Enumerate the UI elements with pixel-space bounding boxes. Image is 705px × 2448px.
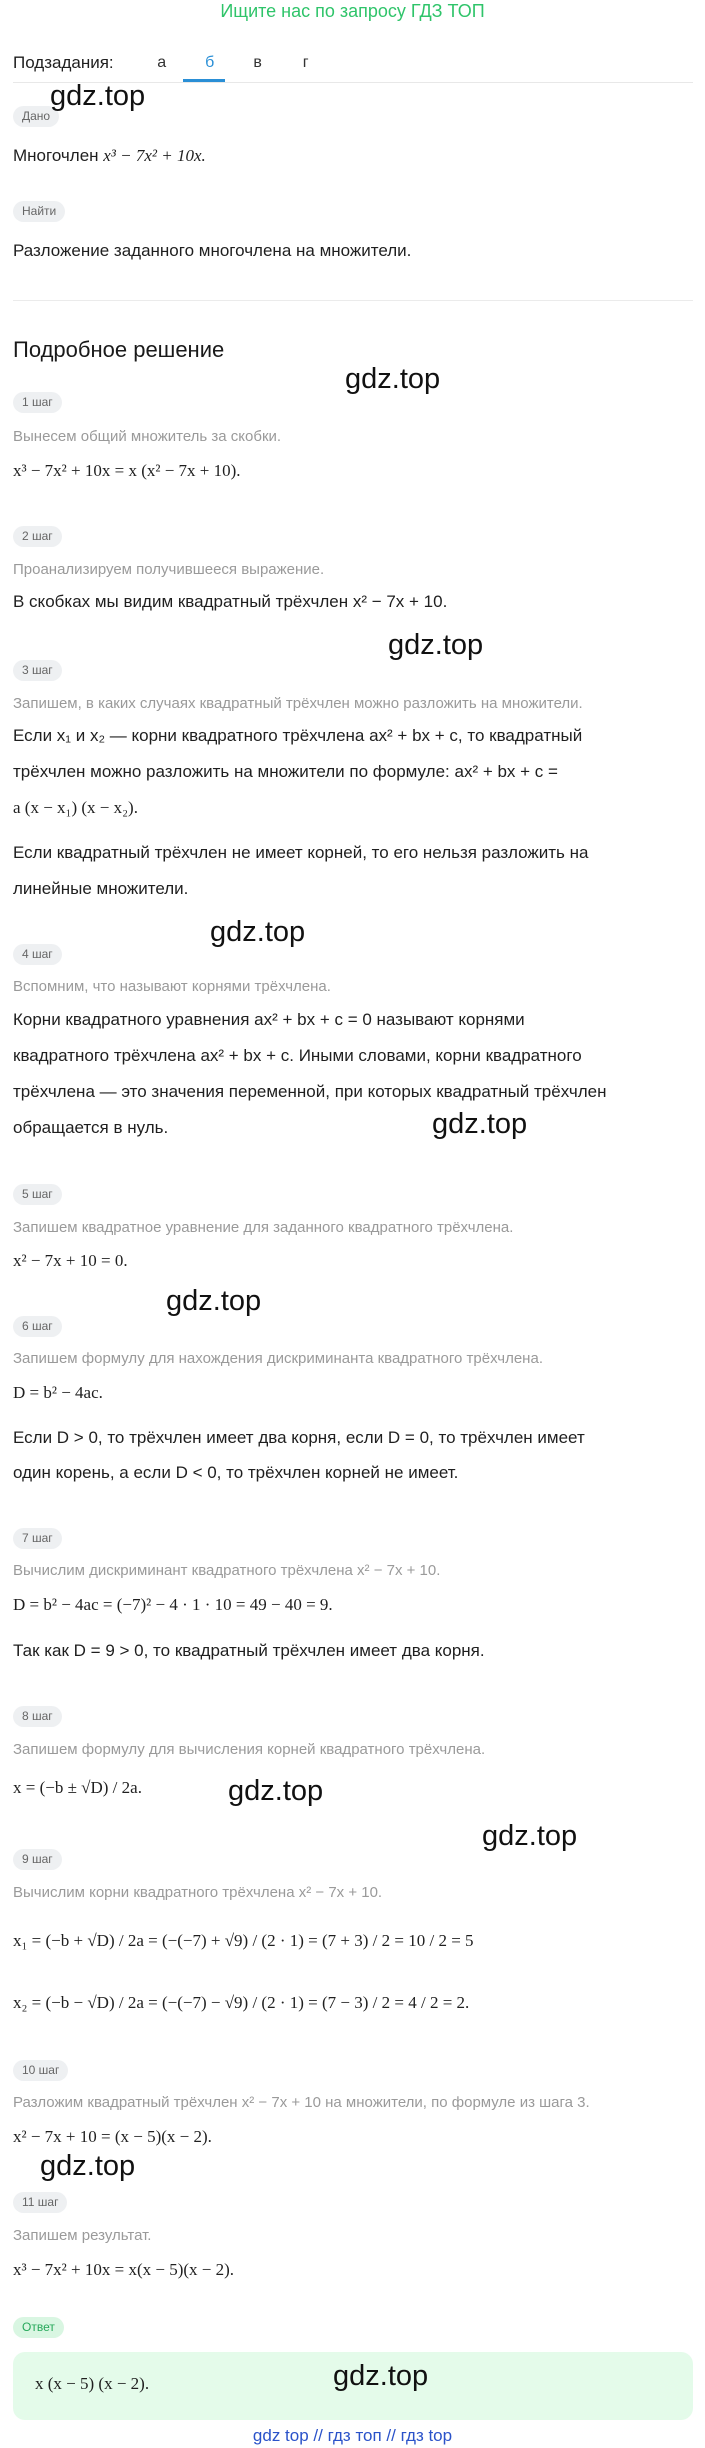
watermark: gdz.top — [388, 629, 484, 661]
subtasks-label: Подзадания: — [13, 53, 114, 72]
tab-g[interactable]: г — [302, 54, 309, 71]
tab-v[interactable]: в — [253, 54, 262, 71]
watermark: gdz.top — [345, 363, 441, 395]
step-6-pill: 6 шаг — [13, 1316, 62, 1337]
step-1-caption: Вынесем общий множитель за скобки. — [13, 428, 282, 445]
given-polynomial: x³ − 7x² + 10x. — [103, 146, 206, 165]
step-6-caption: Запишем формулу для нахождения дискриминанта квадратного трёхчлена. — [13, 1350, 543, 1367]
step-10-caption: Разложим квадратный трёхчлен x² − 7x + 10 на множители, по формуле из шага 3. — [13, 2094, 590, 2111]
step-1-line: x³ − 7x² + 10x = x (x² − 7x + 10). — [13, 461, 241, 480]
step-7-caption: Вычислим дискриминант квадратного трёхчлена x² − 7x + 10. — [13, 1562, 441, 1579]
step-11-caption: Запишем результат. — [13, 2227, 152, 2244]
given-pill: Дано — [13, 106, 59, 127]
step-1-pill: 1 шаг — [13, 392, 62, 413]
step-7-line-2: Так как D = 9 > 0, то квадратный трёхчлен имеет два корня. — [13, 1641, 485, 1660]
watermark: gdz.top — [228, 1775, 324, 1807]
find-pill: Найти — [13, 201, 65, 222]
step-3-pill: 3 шаг — [13, 660, 62, 681]
step-10-pill: 10 шаг — [13, 2060, 68, 2081]
step-7-pill: 7 шаг — [13, 1528, 62, 1549]
watermark: gdz.top — [40, 2150, 136, 2182]
step-5-line: x² − 7x + 10 = 0. — [13, 1251, 128, 1270]
step-4-line-4: обращается в нуль. — [13, 1118, 169, 1137]
watermark: gdz.top — [482, 1820, 578, 1852]
step-3-caption: Запишем, в каких случаях квадратный трёхчлен можно разложить на множители. — [13, 695, 583, 712]
promo-banner[interactable]: Ищите нас по запросу ГДЗ ТОП — [220, 1, 485, 21]
solution-title: Подробное решение — [13, 337, 225, 362]
step-3-line-4: Если квадратный трёхчлен не имеет корней, то его нельзя разложить на — [13, 843, 589, 862]
tab-b[interactable]: б — [205, 54, 215, 71]
step-3-line-2: трёхчлен можно разложить на множители по формуле: ax² + bx + c = — [13, 762, 558, 781]
step-3-line-3: a (x − x₁) (x − x₂). — [13, 798, 138, 817]
step-5-caption: Запишем квадратное уравнение для заданного квадратного трёхчлена. — [13, 1219, 514, 1236]
step-8-caption: Запишем формулу для вычисления корней квадратного трёхчлена. — [13, 1741, 486, 1758]
step-6-line-2: Если D > 0, то трёхчлен имеет два корня, если D = 0, то трёхчлен имеет — [13, 1428, 585, 1447]
step-9-line-2: x₂ = (−b − √D) / 2a = (−(−7) − √9) / (2 · 1) = (7 − 3) / 2 = 4 / 2 = 2. — [13, 1993, 470, 2012]
step-4-line-3: трёхчлена — это значения переменной, при которых квадратный трёхчлен — [13, 1082, 607, 1101]
find-text: Разложение заданного многочлена на множители. — [13, 241, 412, 260]
step-8-pill: 8 шаг — [13, 1706, 62, 1727]
step-3-line-5: линейные множители. — [13, 879, 189, 898]
step-8-line: x = (−b ± √D) / 2a. — [13, 1778, 142, 1797]
step-5-pill: 5 шаг — [13, 1184, 62, 1205]
watermark: gdz.top — [166, 1285, 262, 1317]
step-6-line-1: D = b² − 4ac. — [13, 1383, 103, 1402]
footer-links[interactable]: gdz top // гдз топ // гдз top — [252, 2426, 453, 2445]
watermark: gdz.top — [50, 80, 146, 112]
step-2-pill: 2 шаг — [13, 526, 62, 547]
step-9-line-1: x₁ = (−b + √D) / 2a = (−(−7) + √9) / (2 · 1) = (7 + 3) / 2 = 10 / 2 = 5 — [13, 1931, 474, 1950]
given-prefix: Многочлен — [13, 146, 99, 165]
step-3-line-1: Если x₁ и x₂ — корни квадратного трёхчлена ax² + bx + c, то квадратный — [13, 726, 583, 745]
step-4-line-2: квадратного трёхчлена ax² + bx + c. Иными словами, корни квадратного — [13, 1046, 582, 1065]
answer-text: x (x − 5) (x − 2). — [35, 2374, 150, 2393]
step-2-line: В скобках мы видим квадратный трёхчлен x² − 7x + 10. — [13, 592, 448, 611]
step-11-pill: 11 шаг — [13, 2192, 67, 2213]
step-9-caption: Вычислим корни квадратного трёхчлена x² − 7x + 10. — [13, 1884, 383, 1901]
step-10-line: x² − 7x + 10 = (x − 5)(x − 2). — [13, 2127, 212, 2146]
subtasks-nav — [13, 46, 693, 80]
watermark: gdz.top — [333, 2360, 429, 2392]
step-7-line-1: D = b² − 4ac = (−7)² − 4 · 1 · 10 = 49 − 40 = 9. — [13, 1595, 333, 1614]
watermark: gdz.top — [210, 916, 306, 948]
answer-pill: Ответ — [13, 2317, 64, 2338]
tab-a[interactable]: а — [157, 54, 167, 71]
step-6-line-3: один корень, а если D < 0, то трёхчлен корней не имеет. — [13, 1463, 459, 1482]
step-9-pill: 9 шаг — [13, 1849, 62, 1870]
step-11-line: x³ − 7x² + 10x = x(x − 5)(x − 2). — [13, 2260, 235, 2279]
watermark: gdz.top — [432, 1108, 528, 1140]
step-4-caption: Вспомним, что называют корнями трёхчлена. — [13, 978, 331, 995]
step-4-pill: 4 шаг — [13, 944, 62, 965]
section-divider — [13, 300, 693, 301]
step-2-caption: Проанализируем получившееся выражение. — [13, 561, 325, 578]
given-text — [13, 143, 693, 169]
step-4-line-1: Корни квадратного уравнения ax² + bx + c = 0 называют корнями — [13, 1010, 525, 1029]
